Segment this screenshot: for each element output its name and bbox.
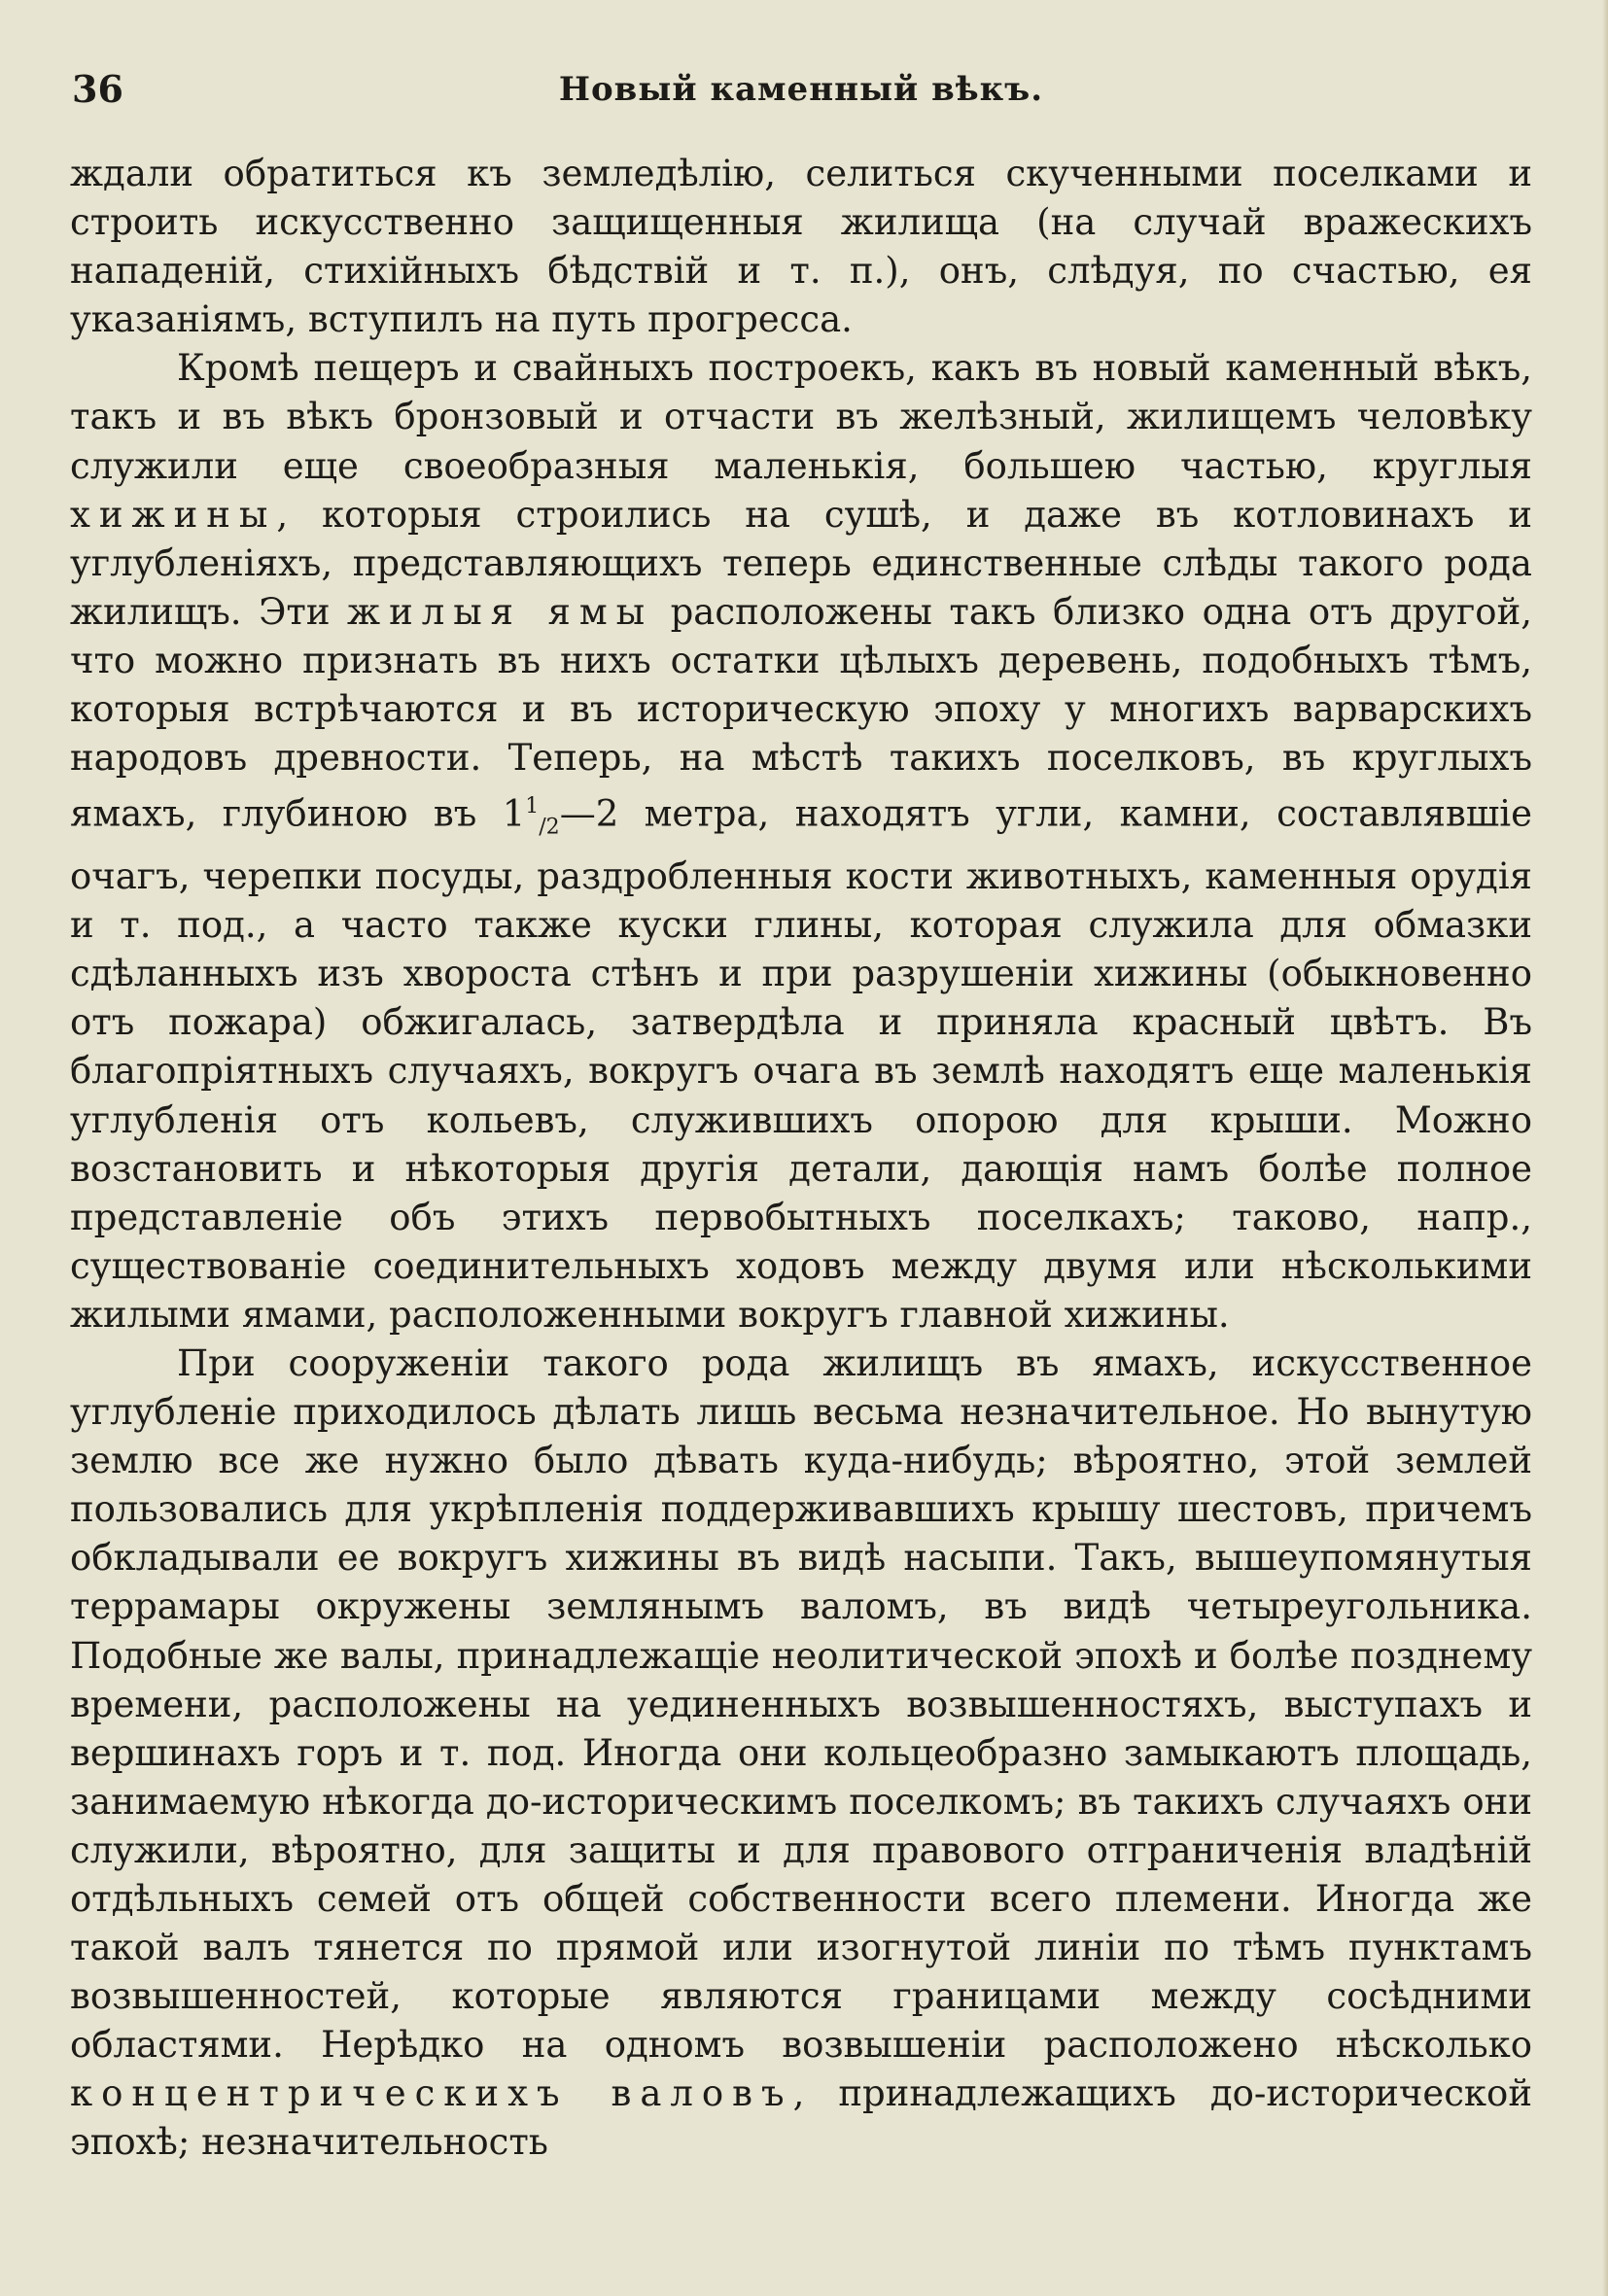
paragraph-text: ждали обратиться къ земледѣлію, селиться скученными поселками и строить искусственно защищенныя жилища (на случай вражескихъ нападеній, стихійныхъ бѣдствій и т. п.), онъ, слѣдуя, по счастью, ея указаніямъ, вступилъ на путь прогресса. xyxy=(70,153,1532,341)
paragraph-text: —2 метра, находятъ угли, камни, составлявшіе очагъ, черепки посуды, раздробленныя кости животныхъ, каменныя орудія и т. под., а часто также куски глины, которая служила для обмазки сдѣланныхъ изъ хвороста стѣнъ и при разрушеніи хижины (обыкновенно отъ пожара) обжигалась, затвердѣла и приняла красный цвѣтъ. Въ благопріятныхъ случаяхъ, вокругъ очага въ землѣ находятъ еще маленькія углубленія отъ кольевъ, служившихъ опорою для крыши. Можно возстановить и нѣкоторыя другія детали, дающія намъ болѣе полное представленіе объ этихъ первобытныхъ поселкахъ; таково, напр., существованіе соединительныхъ ходовъ между двумя или нѣсколькими жилыми ямами, расположенными вокругъ главной хижины. xyxy=(70,792,1532,1336)
page-edge xyxy=(1602,0,1608,2296)
paragraph-3 xyxy=(70,1339,1532,2168)
page-number: 36 xyxy=(72,67,123,111)
spaced-emphasis: жилыя ямы xyxy=(347,590,654,633)
fraction-denominator: /2 xyxy=(539,815,560,840)
paragraph-text: , принадлежащихъ до-исторической эпохѣ; незначительность xyxy=(70,2072,1532,2164)
fraction-numerator: 1 xyxy=(525,794,540,819)
spaced-emphasis: концентрическихъ валовъ xyxy=(70,2072,793,2115)
spaced-emphasis: хижины xyxy=(70,493,277,536)
paragraph-text: При сооруженіи такого рода жилищъ въ ямахъ, искусственное углубленіе приходилось дѣлать лишь весьма незначительное. Но вынутую землю все же нужно было дѣвать куда-нибудь; вѣроятно, этой землей пользовались для укрѣпленія поддерживавшихъ крышу шестовъ, причемъ обкладывали ее вокругъ хижины въ видѣ насыпи. Такъ, вышеупомянутыя террамары окружены землянымъ валомъ, въ видѣ четыреугольника. Подобные же валы, принадлежащіе неолитической эпохѣ и болѣе позднему времени, расположены на уединенныхъ возвышенностяхъ, выступахъ и вершинахъ горъ и т. под. Иногда они кольцеобразно замыкаютъ площадь, занимаемую нѣкогда до-историческимъ поселкомъ; въ такихъ случаяхъ они служили, вѣроятно, для защиты и для правового отграниченія владѣній отдѣльныхъ семей отъ общей собственности всего племени. Иногда же такой валъ тянется по прямой или изогнутой линіи по тѣмъ пунктамъ возвышенностей, которые являются границами между сосѣдними областями. Нерѣдко на одномъ возвышеніи расположено нѣсколько xyxy=(70,1341,1532,2067)
paragraph-text: расположены такъ близко одна отъ другой, что можно признать въ нихъ остатки цѣлыхъ деревень, подобныхъ тѣмъ, которыя встрѣчаются и въ историческую эпоху у многихъ варварскихъ народовъ древности. Теперь, на мѣстѣ такихъ поселковъ, въ круглыхъ ямахъ, глубиною въ 1 xyxy=(70,590,1532,835)
running-title: Новый каменный вѣкъ. xyxy=(558,70,1044,109)
paragraph-text: , которыя строились на сушѣ, и даже въ котловинахъ и углубленіяхъ, представляющихъ теперь единственные слѣды такого рода жилищъ. Эти xyxy=(70,493,1532,633)
body-text xyxy=(70,150,1532,2168)
page-header xyxy=(70,67,1532,130)
paragraph-text: Кромѣ пещеръ и свайныхъ построекъ, какъ въ новый каменный вѣкъ, такъ и въ вѣкъ бронзовый и отчасти въ желѣзный, жилищемъ человѣку служили еще своеобразныя маленькія, большею частью, круглыя xyxy=(70,347,1532,487)
paragraph-2 xyxy=(70,344,1532,1339)
paragraph-1 xyxy=(70,150,1532,344)
